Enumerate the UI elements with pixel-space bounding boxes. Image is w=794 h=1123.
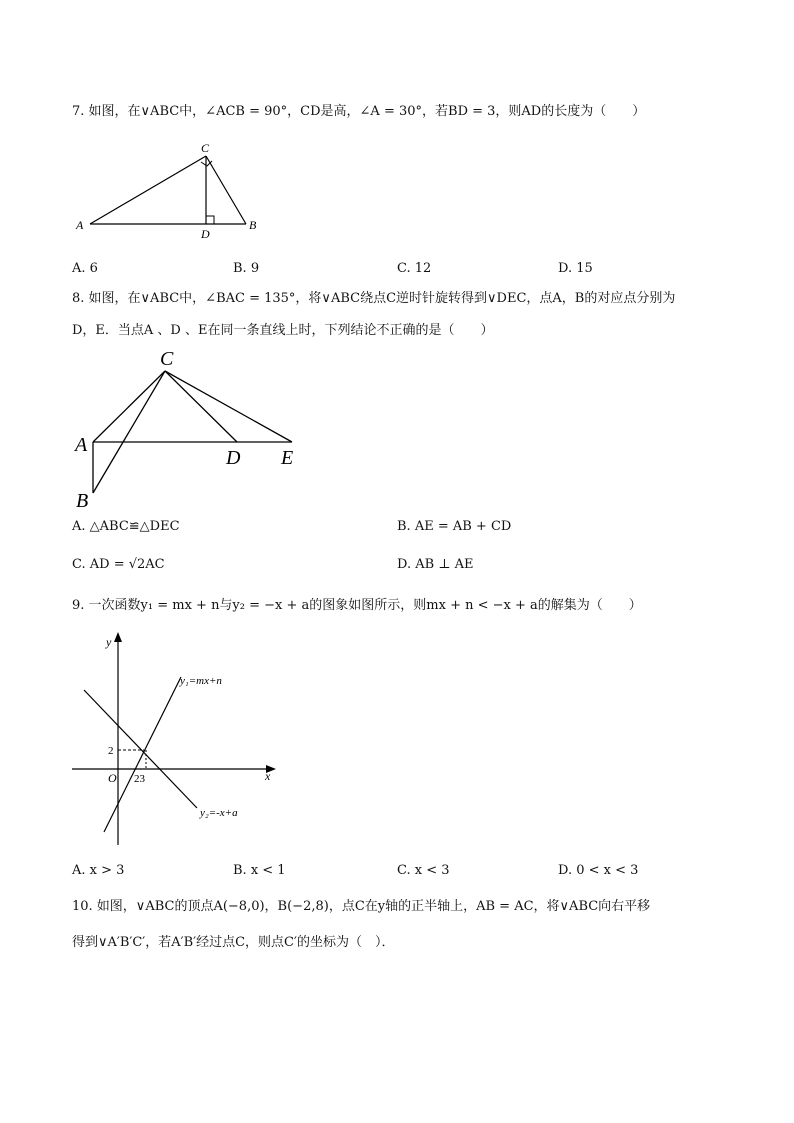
q8-seg-cd	[165, 371, 237, 442]
q8-label-a: A	[75, 434, 88, 456]
q7-option-c[interactable]: C. 12	[397, 261, 432, 276]
q7-side-cb	[206, 156, 246, 224]
q9-option-d[interactable]: D. 0 < x < 3	[558, 863, 639, 878]
q9-line-y2	[84, 690, 197, 808]
q8-seg-ce	[165, 371, 292, 442]
q9-stem: 9. 一次函数y₁ = mx + n与y₂ = −x + a的图象如图所示，则mx + n < −x + a的解集为（ ）	[72, 598, 642, 613]
q7-option-a[interactable]: A. 6	[72, 261, 98, 276]
q7-label-b: B	[249, 218, 257, 232]
q7-side-ac	[90, 156, 206, 224]
q7-label-d: D	[201, 227, 210, 241]
q9-label-x: x	[265, 769, 271, 783]
q9-tick-labels: 23	[134, 773, 145, 785]
q7-option-d[interactable]: D. 15	[558, 261, 593, 276]
q9-label-2: 2	[108, 745, 114, 757]
q7-label-c: C	[201, 141, 210, 155]
q9-label-line1: y₁=mx+n	[180, 675, 222, 687]
q8-option-c[interactable]: C. AD = √2AC	[72, 557, 165, 572]
q9-label-o: O	[108, 771, 117, 785]
q9-label-y: y	[106, 635, 112, 649]
q10-stem-line1: 10. 如图，∨ABC的顶点A(−8,0)，B(−2,8)，点C在y轴的正半轴上，AB = AC，将∨ABC向右平移	[72, 899, 651, 914]
q9-figure	[70, 630, 310, 850]
q8-label-d: D	[226, 447, 241, 469]
q8-option-d[interactable]: D. AB ⊥ AE	[397, 557, 474, 572]
q9-option-c[interactable]: C. x < 3	[397, 863, 450, 878]
q8-stem-line2: D，E．当点A 、D 、E在同一条直线上时，下列结论不正确的是（ ）	[72, 323, 494, 338]
q8-option-a[interactable]: A. △ABC≌△DEC	[72, 519, 180, 534]
q7-figure	[70, 140, 270, 240]
q7-label-a: A	[76, 218, 84, 232]
q9-line-y1	[104, 677, 181, 832]
q8-stem-line1: 8. 如图，在∨ABC中，∠BAC = 135°，将∨ABC绕点C逆时针旋转得到∨DEC，点A，B的对应点分别为	[72, 291, 676, 306]
q8-figure	[70, 345, 330, 515]
q7-right-angle-d	[206, 216, 214, 224]
q8-label-b: B	[76, 490, 89, 512]
q9-option-b[interactable]: B. x < 1	[233, 863, 286, 878]
q7-option-b[interactable]: B. 9	[233, 261, 260, 276]
q8-option-b[interactable]: B. AE = AB + CD	[397, 519, 512, 534]
q7-stem: 7. 如图，在∨ABC中，∠ACB = 90°，CD是高，∠A = 30°，若BD = 3，则AD的长度为（ ）	[72, 104, 646, 119]
q9-label-line2: y₂=-x+a	[200, 807, 238, 819]
q9-option-a[interactable]: A. x > 3	[72, 863, 125, 878]
q8-label-c: C	[160, 348, 174, 370]
q8-label-e: E	[281, 447, 294, 469]
q9-y-arrow	[114, 632, 122, 642]
q10-stem-line2: 得到∨A′B′C′，若A′B′经过点C，则点C′的坐标为（ ）．	[72, 935, 395, 950]
